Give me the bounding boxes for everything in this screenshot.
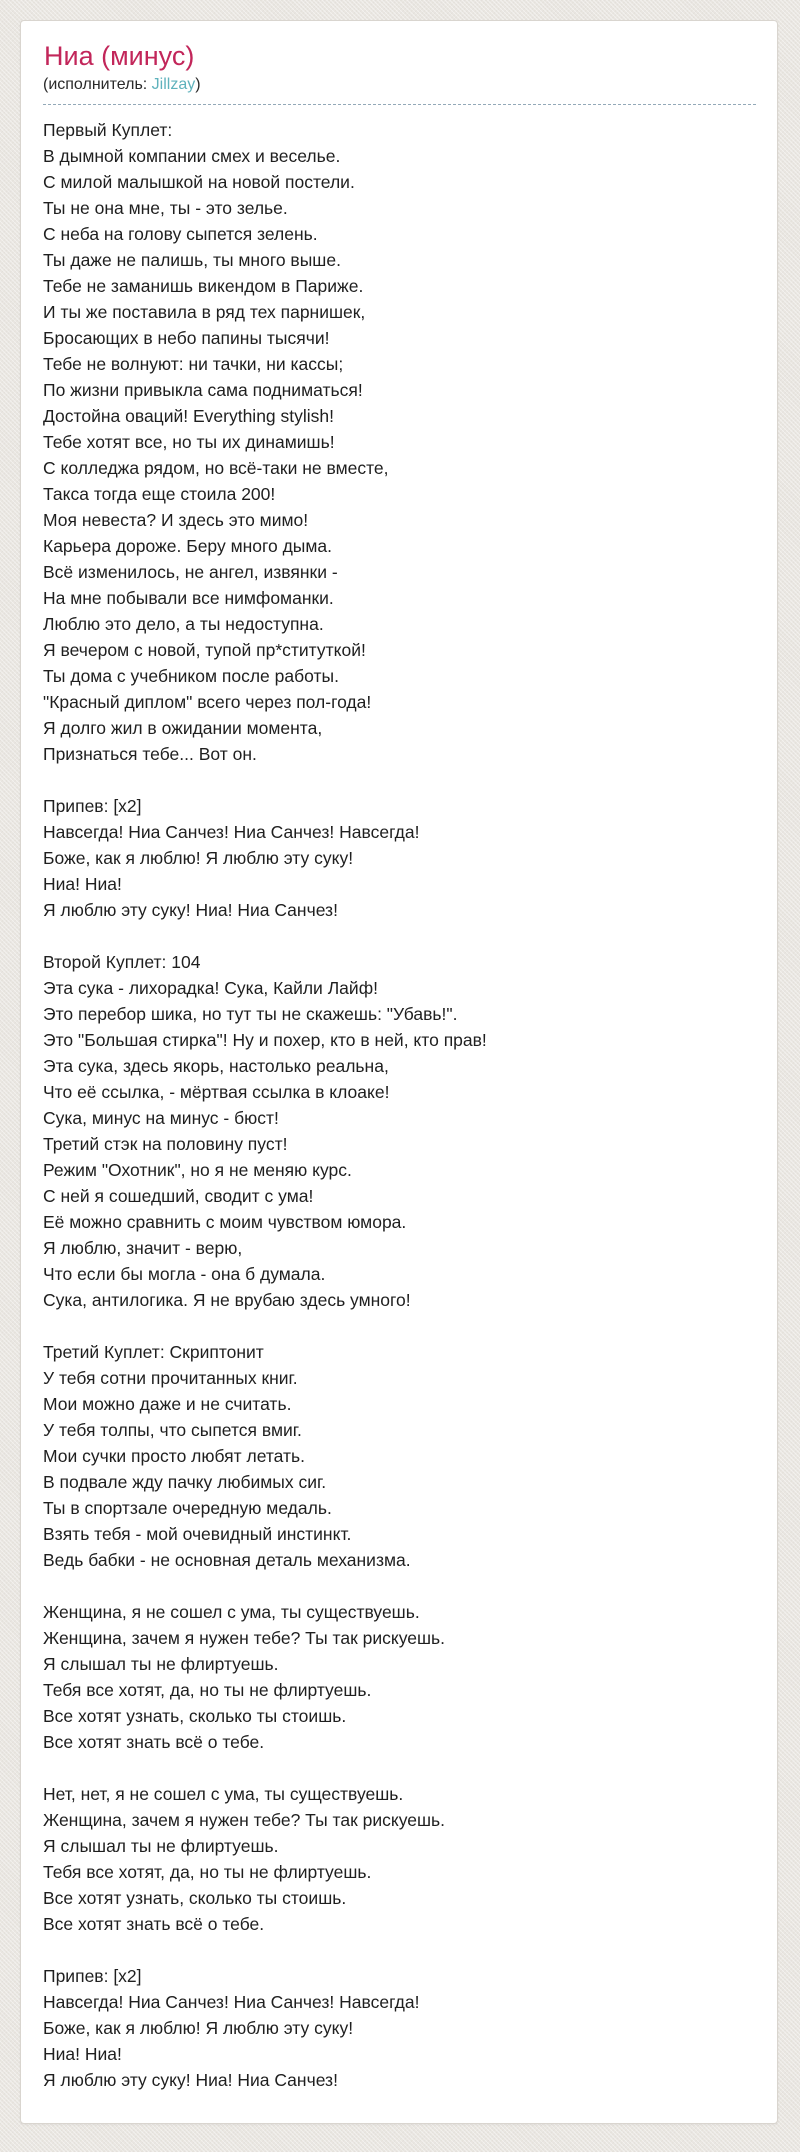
lyric-line: Все хотят знать всё о тебе. xyxy=(43,1732,265,1753)
lyric-line: Ведь бабки - не основная деталь механизма. xyxy=(43,1550,411,1571)
lyric-line: Бросающих в небо папины тысячи! xyxy=(43,328,330,349)
lyric-line: Женщина, я не сошел с ума, ты существуешь. xyxy=(43,1602,420,1623)
artist-link[interactable]: Jillzay xyxy=(151,76,196,94)
lyric-line: В дымной компании смех и веселье. xyxy=(43,146,341,167)
lyric-line: Тебе не волнуют: ни тачки, ни кассы; xyxy=(43,354,344,375)
stanza xyxy=(43,117,756,767)
lyric-line: На мне побывали все нимфоманки. xyxy=(43,588,334,609)
lyric-line: Женщина, зачем я нужен тебе? Ты так рискуешь. xyxy=(43,1628,446,1649)
lyric-line: Мои можно даже и не считать. xyxy=(43,1394,292,1415)
lyric-line: Эта сука, здесь якорь, настолько реальна, xyxy=(43,1056,389,1077)
lyric-line: Ты в спортзале очередную медаль. xyxy=(43,1498,332,1519)
page-title: Ниа (минус) xyxy=(44,41,195,71)
lyric-line: И ты же поставила в ряд тех парнишек, xyxy=(43,302,366,323)
lyric-line: Припев: [x2] xyxy=(43,1966,142,1987)
lyric-line: С ней я сошедший, сводит с ума! xyxy=(43,1186,314,1207)
lyric-line: Я люблю, значит - верю, xyxy=(43,1238,243,1259)
lyric-line: Боже, как я люблю! Я люблю эту суку! xyxy=(43,848,354,869)
lyric-line: Второй Куплет: 104 xyxy=(43,952,201,973)
lyric-line: Все хотят знать всё о тебе. xyxy=(43,1914,265,1935)
lyric-line: У тебя толпы, что сыпется вмиг. xyxy=(43,1420,302,1441)
lyric-line: Люблю это дело, а ты недоступна. xyxy=(43,614,324,635)
lyric-line: Моя невеста? И здесь это мимо! xyxy=(43,510,309,531)
lyric-line: Всё изменилось, не ангел, извянки - xyxy=(43,562,338,583)
lyric-line: Припев: [x2] xyxy=(43,796,142,817)
lyric-line: Навсегда! Ниа Санчез! Ниа Санчез! Навсегда! xyxy=(43,822,420,843)
lyric-line: Третий Куплет: Скриптонит xyxy=(43,1342,264,1363)
lyric-line: Её можно сравнить с моим чувством юмора. xyxy=(43,1212,407,1233)
lyric-line: Боже, как я люблю! Я люблю эту суку! xyxy=(43,2018,354,2039)
lyric-line: С неба на голову сыпется зелень. xyxy=(43,224,318,245)
lyric-line: У тебя сотни прочитанных книг. xyxy=(43,1368,298,1389)
stanza xyxy=(43,793,756,923)
lyric-line: Ты даже не палишь, ты много выше. xyxy=(43,250,341,271)
lyrics-text xyxy=(43,117,756,2093)
lyric-line: Что её ссылка, - мёртвая ссылка в клоаке! xyxy=(43,1082,390,1103)
stanza xyxy=(43,1339,756,1573)
stanza xyxy=(43,1781,756,1937)
lyric-line: Я долго жил в ожидании момента, xyxy=(43,718,323,739)
lyric-line: Карьера дороже. Беру много дыма. xyxy=(43,536,333,557)
artist-line xyxy=(43,75,756,105)
lyric-line: Тебя все хотят, да, но ты не флиртуешь. xyxy=(43,1680,372,1701)
stanza xyxy=(43,949,756,1313)
lyric-line: Я вечером с новой, тупой пр*ституткой! xyxy=(43,640,366,661)
lyric-line: С колледжа рядом, но всё-таки не вместе, xyxy=(43,458,389,479)
lyric-line: Все хотят узнать, сколько ты стоишь. xyxy=(43,1888,347,1909)
lyrics-card xyxy=(20,20,778,2124)
lyric-line: Нет, нет, я не сошел с ума, ты существуешь. xyxy=(43,1784,404,1805)
lyric-line: Ты дома с учебником после работы. xyxy=(43,666,339,687)
lyric-line: Что если бы могла - она б думала. xyxy=(43,1264,326,1285)
lyric-line: Я слышал ты не флиртуешь. xyxy=(43,1836,279,1857)
lyric-line: Это "Большая стирка"! Ну и похер, кто в ней, кто прав! xyxy=(43,1030,487,1051)
lyric-line: Такса тогда еще стоила 200! xyxy=(43,484,276,505)
lyric-line: Я люблю эту суку! Ниа! Ниа Санчез! xyxy=(43,2070,338,2091)
lyric-line: Сука, антилогика. Я не врубаю здесь умного! xyxy=(43,1290,411,1311)
lyric-line: Женщина, зачем я нужен тебе? Ты так рискуешь. xyxy=(43,1810,446,1831)
lyric-line: В подвале жду пачку любимых сиг. xyxy=(43,1472,327,1493)
lyric-line: Режим "Охотник", но я не меняю курс. xyxy=(43,1160,352,1181)
lyric-line: Третий стэк на половину пуст! xyxy=(43,1134,288,1155)
page-background xyxy=(0,20,800,2124)
lyric-line: Тебя все хотят, да, но ты не флиртуешь. xyxy=(43,1862,372,1883)
lyric-line: С милой малышкой на новой постели. xyxy=(43,172,355,193)
lyric-line: Ниа! Ниа! xyxy=(43,874,122,895)
lyric-line: Достойна оваций! Everything stylish! xyxy=(43,406,335,427)
lyric-line: Эта сука - лихорадка! Сука, Кайли Лайф! xyxy=(43,978,378,999)
lyric-line: Ниа! Ниа! xyxy=(43,2044,122,2065)
lyric-line: Признаться тебе... Вот он. xyxy=(43,744,257,765)
artist-suffix: ) xyxy=(195,76,201,94)
lyric-line: Ты не она мне, ты - это зелье. xyxy=(43,198,288,219)
lyric-line: По жизни привыкла сама подниматься! xyxy=(43,380,363,401)
lyric-line: "Красный диплом" всего через пол-года! xyxy=(43,692,372,713)
artist-label: (исполнитель: xyxy=(43,76,152,94)
stanza xyxy=(43,1963,756,2093)
lyric-line: Я слышал ты не флиртуешь. xyxy=(43,1654,279,1675)
lyric-line: Я люблю эту суку! Ниа! Ниа Санчез! xyxy=(43,900,338,921)
lyric-line: Навсегда! Ниа Санчез! Ниа Санчез! Навсегда! xyxy=(43,1992,420,2013)
lyric-line: Тебе хотят все, но ты их динамишь! xyxy=(43,432,335,453)
stanza xyxy=(43,1599,756,1755)
lyric-line: Взять тебя - мой очевидный инстинкт. xyxy=(43,1524,352,1545)
lyric-line: Все хотят узнать, сколько ты стоишь. xyxy=(43,1706,347,1727)
lyric-line: Тебе не заманишь викендом в Париже. xyxy=(43,276,364,297)
lyric-line: Первый Куплет: xyxy=(43,120,173,141)
lyric-line: Это перебор шика, но тут ты не скажешь: "Убавь!". xyxy=(43,1004,458,1025)
lyric-line: Мои сучки просто любят летать. xyxy=(43,1446,306,1467)
lyric-line: Сука, минус на минус - бюст! xyxy=(43,1108,279,1129)
